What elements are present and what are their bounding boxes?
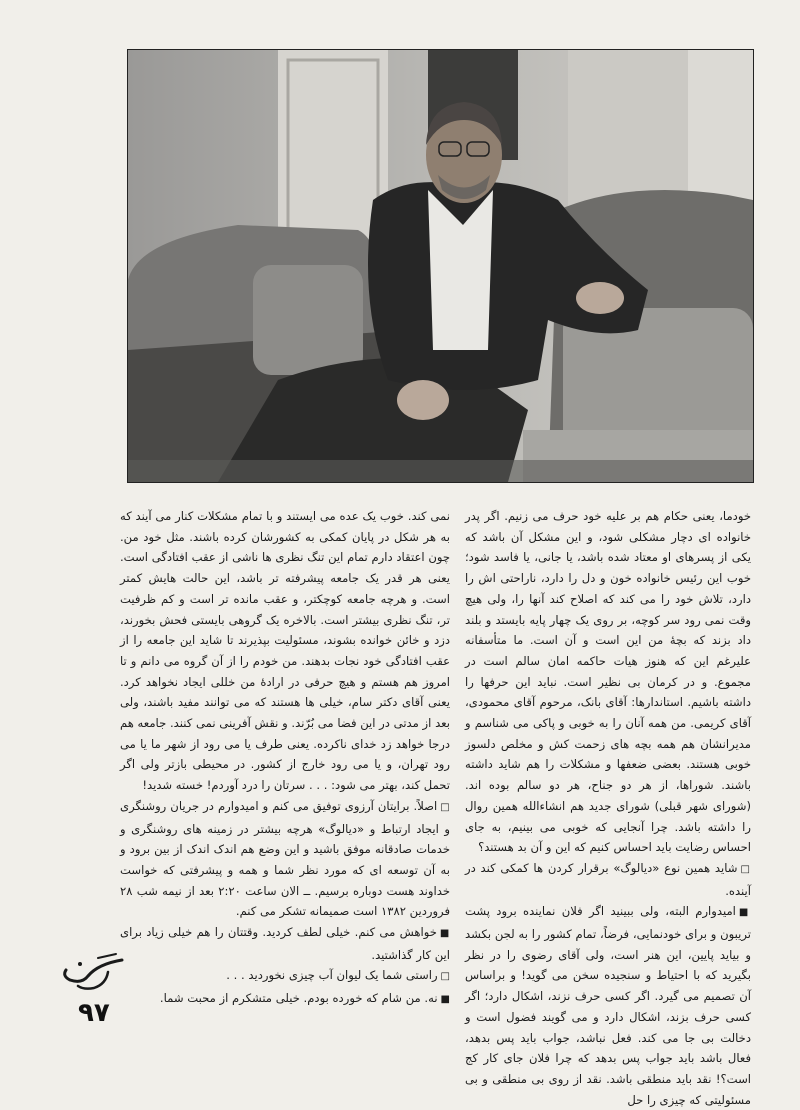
question-paragraph: □ اصلاً. برایتان آرزوی توفیق می کنم و امیدوارم در جریان روشنگری و ایجاد ارتباط و «دیالوگ» هرچه بیشتر در زمینه های روشنگری و خدمات صادقانه موفق باشید و این وضع هم اندک اندک از بین برود و به آن توسعه ای که مورد نظر شما و همه و پیشرفتی که خواست خداوند هست دوباره برسیم. ــ الان ساعت ۲:۲۰ بعد از نیمه شب ۲۸ فروردین ۱۳۸۲ است صمیمانه تشکر می کنم. (120, 796, 450, 922)
magazine-logo (58, 950, 128, 994)
interview-photo (127, 49, 754, 483)
page-number: ۹۷ (78, 998, 110, 1028)
answer-paragraph: ■ امیدوارم البته، ولی ببینید اگر فلان نماینده برود پشت تریبون و برای خودنمایی، فرضاً، تمام کشور را به لجن بکشد و بیاید پایین، این هنر است، ولی آقای رضوی را در نظر بگیرید که با احتیاط و سنجیده سخن می گوید! و براساس آن تصمیم می گیرد. اگر کسی حرف نزند، اشکال دارد؛ اگر کسی حرف بزند، اشکال دارد و می گویند فضول است و دخالت بی جا می کند. فعل نباشد، جواب باید پس بدهد، فعال باشد باید جواب پس بدهد که چرا فلان جای کار کج است؟! نقد باید منطقی باشد. نقد از روی بی منطقی و بی مسئولیتی که چیزی را حل (465, 901, 751, 1110)
article-left-column (120, 506, 450, 1011)
article-right-column (465, 506, 751, 1110)
answer-paragraph: ■ خواهش می کنم. خیلی لطف کردید. وقتتان را هم خیلی زیاد برای این کار گذاشتید. (120, 922, 450, 965)
answer-paragraph: ■ نه. من شام که خورده بودم. خیلی متشکرم از محبت شما. (120, 988, 450, 1011)
paragraph: خودما، یعنی حکام هم بر علیه خود حرف می زنیم. اگر پدر خانواده ای دچار مشکلی شود، و این مشکل آن باشد که یکی از پسرهای او معتاد شده باشد، یا جانی، یا فاسد شود؛ خوب این رئیس خانواده خون و دل را دارد، ناراحتی اش را دارد، تلاش خود را می کند که اصلاح کند آنها را، ولی هیچ وقت نمی رود سر کوچه، بر روی یک چهار پایه بایستد و بلند داد بزند که بچهٔ من این است و آن است. ما متأسفانه علیرغم این که هنوز هیات حاکمه امان سالم است در مجموع. و در کرمان بی نظیر است. نباید این حرفها را داشته باشیم. استاندارها: آقای بانک، مرحوم آقای محمودی، آقای کریمی. من همه آنان را به خوبی و پاکی می شناسم و مدیرانشان هم همه بچه های زحمت کش و مخلص دلسوز خوبی هستند. بعضی ضعفها و مشکلات را هم شاید داشته باشند. شوراها، از هر دو جناح، هر دو سالم بوده اند. (شورای شهر قبلی) شورای جدید هم انشاءالله همین روال را داشته باشد. چرا آنجایی که خوبی می بینیم، به جای احساس رضایت باید احساس کنیم که این و آن بد هستند؟ (465, 509, 751, 855)
question-paragraph: □ شاید همین نوع «دیالوگ» برقرار کردن ها کمکی کند در آینده. (465, 858, 751, 901)
question-paragraph: □ راستی شما یک لیوان آب چیزی نخوردید . . . (120, 965, 450, 988)
paragraph: نمی کند. خوب یک عده می ایستند و با تمام مشکلات کنار می آیند که به هر شکل در پایان کمکی به کشورشان کرده باشند. مثل خود من. چون اعتقاد دارم تمام این تنگ نظری ها ناشی از عقب افتادگی است. یعنی هر قدر یک جامعه پیشرفته تر باشد، این حالت هایش کمتر است. و هرچه جامعه کوچکتر، و عقب مانده تر است و کم ظرفیت تر، تنگ نظری بیشتر است. بالاخره یک گروهی بایستی فحش بخورند، دزد و خائن خوانده بشوند، مسئولیت بپذیرند تا شاید این جامعه را از عقب افتادگی خود نجات بدهند. من خودم را از آن گروه می دانم و تا امروز هم هستم و هیچ حرفی در ارادهٔ من خللی ایجاد نخواهد کرد. یعنی آقای دکتر سام، خیلی ها هستند که می توانند مفید باشند، ولی بعد از مدتی در این فضا می بُرّند. و نقش آفرینی نمی کنند. جامعه هم درجا خواهد زد خدای ناکرده. یعنی طرف یا می رود از شهر ما یا می رود تهران، و یا می رود خارج از کشور. در محیطی بازتر ولی اگر تحمل کند، بهتر می شود: . . . سرتان را درد آوردم! خسته شدید! (120, 509, 450, 793)
